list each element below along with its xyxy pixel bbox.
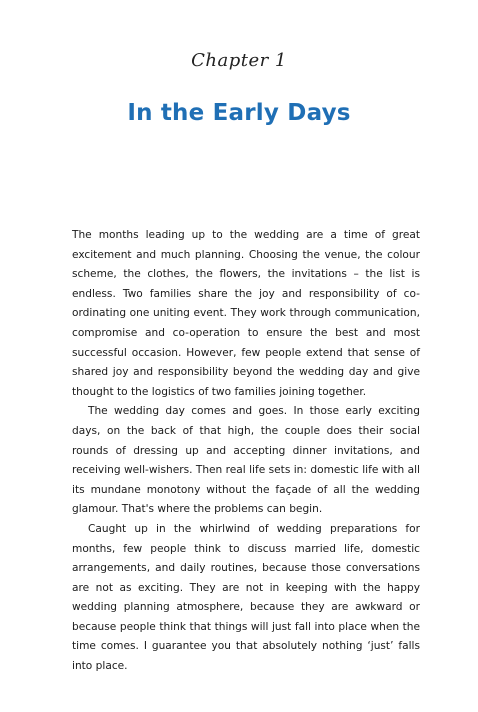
paragraph-1: The months leading up to the wedding are a time of great excitement and much planning. Choosing the venue, the colour scheme, the clothes, the flowers, the invitations – the list is endless. Two families share the joy and responsibility of co-ordinating one uniting event. They work through communication, compromise and co-operation to ensure the best and most successful occasion. However, few people extend that sense of shared joy and responsibility beyond the wedding day and give thought to the logistics of two families joining together. — [72, 229, 420, 398]
chapter-body — [72, 226, 420, 677]
chapter-title: In the Early Days — [127, 100, 351, 126]
paragraph-3: Caught up in the whirlwind of wedding preparations for months, few people think to discuss married life, domestic arrangements, and daily routines, because those conversations are not as exciting. They are not in keeping with the happy wedding planning atmosphere, because they are awkward or because people think that things will just fall into place when the time comes. I guarantee you that absolutely nothing ‘just’ falls into place. — [72, 522, 420, 673]
chapter-label: Chapter 1 — [191, 50, 287, 71]
paragraph-2: The wedding day comes and goes. In those early exciting days, on the back of that high, the couple does their social rounds of dressing up and accepting dinner invitations, and receiving well-wishers. Then real life sets in: domestic life with all its mundane monotony without the façade of all the wedding glamour. That's where the problems can begin. — [72, 405, 420, 516]
